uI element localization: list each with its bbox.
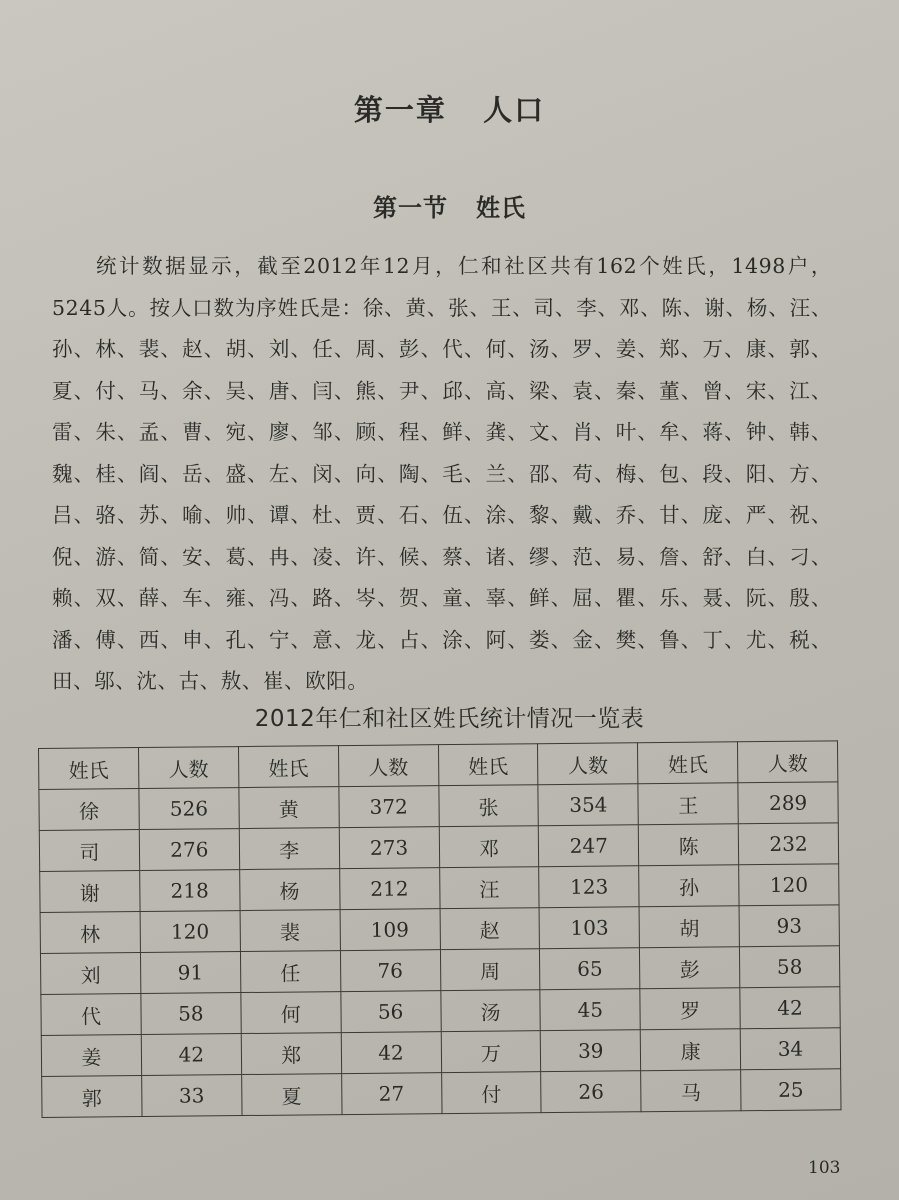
surname-cell: 康 <box>640 1029 740 1071</box>
header-surname: 姓氏 <box>438 744 538 786</box>
count-cell: 34 <box>740 1028 840 1070</box>
surname-cell: 罗 <box>640 988 740 1030</box>
surname-cell: 万 <box>441 1031 541 1073</box>
count-cell: 273 <box>339 827 439 869</box>
count-cell: 42 <box>141 1034 241 1076</box>
count-cell: 39 <box>541 1030 641 1072</box>
surname-cell: 王 <box>638 783 738 825</box>
count-cell: 232 <box>738 823 838 865</box>
count-cell: 42 <box>341 1032 441 1074</box>
surname-cell: 付 <box>441 1072 541 1114</box>
surname-cell: 汤 <box>440 990 540 1032</box>
surname-cell: 彭 <box>640 947 740 989</box>
surname-cell: 郑 <box>241 1033 341 1075</box>
surname-cell: 邓 <box>439 826 539 868</box>
surname-cell: 杨 <box>239 869 339 911</box>
page-number: 103 <box>808 1158 841 1178</box>
surname-cell: 胡 <box>639 906 739 948</box>
count-cell: 26 <box>541 1071 641 1113</box>
count-cell: 354 <box>538 784 638 826</box>
count-cell: 56 <box>340 991 440 1033</box>
header-count: 人数 <box>138 747 238 789</box>
count-cell: 526 <box>139 788 239 830</box>
chapter-title: 第一章 人口 <box>353 93 546 127</box>
table-row <box>42 1069 841 1118</box>
count-cell: 120 <box>739 864 839 906</box>
section-title: 第一节 姓氏 <box>372 193 527 222</box>
count-cell: 212 <box>339 868 439 910</box>
surname-cell: 黄 <box>239 787 339 829</box>
header-count: 人数 <box>538 743 638 785</box>
surname-cell: 马 <box>641 1070 741 1112</box>
header-surname: 姓氏 <box>39 748 139 790</box>
surname-cell: 何 <box>241 992 341 1034</box>
count-cell: 65 <box>540 948 640 990</box>
count-cell: 218 <box>140 870 240 912</box>
count-cell: 58 <box>740 946 840 988</box>
count-cell: 76 <box>340 950 440 992</box>
surname-cell: 孙 <box>639 865 739 907</box>
surname-cell: 周 <box>440 949 540 991</box>
surname-cell: 夏 <box>241 1074 341 1116</box>
surname-cell: 任 <box>240 951 340 993</box>
count-cell: 247 <box>539 825 639 867</box>
surname-cell: 陈 <box>639 824 739 866</box>
header-surname: 姓氏 <box>638 742 738 784</box>
surname-cell: 司 <box>39 830 139 872</box>
table-body <box>39 782 841 1118</box>
surname-cell: 刘 <box>40 953 140 995</box>
count-cell: 289 <box>738 782 838 824</box>
surname-stats-table <box>38 740 842 1118</box>
surname-cell: 谢 <box>40 871 140 913</box>
surname-cell: 姜 <box>41 1035 141 1077</box>
count-cell: 91 <box>140 952 240 994</box>
count-cell: 25 <box>741 1069 841 1111</box>
table-title: 2012年仁和社区姓氏统计情况一览表 <box>254 706 645 732</box>
count-cell: 42 <box>740 987 840 1029</box>
header-count: 人数 <box>338 745 438 787</box>
surname-cell: 裴 <box>240 910 340 952</box>
count-cell: 109 <box>340 909 440 951</box>
count-cell: 33 <box>142 1075 242 1117</box>
surname-paragraph: 统计数据显示，截至2012年12月，仁和社区共有162个姓氏，1498户，5245人。按人口数为序姓氏是：徐、黄、张、王、司、李、邓、陈、谢、杨、汪、孙、林、裴、赵、胡、刘、任、周、彭、代、何、汤、罗、姜、郑、万、康、郭、夏、付、马、余、吴、唐、闫、熊、尹、邱、高、梁、袁、秦、董、曾、宋、江、雷、朱、孟、曹、宛、廖、邹、顾、程、鲜、龚、文、肖、叶、牟、蒋、钟、韩、魏、桂、阎、岳、盛、左、闵、向、陶、毛、兰、邵、苟、梅、包、段、阳、方、吕、骆、苏、喻、帅、谭、杜、贾、石、伍、涂、黎、戴、乔、甘、庞、严、祝、倪、游、简、安、葛、冉、凌、许、候、蔡、诸、缪、范、易、詹、舒、白、刁、赖、双、薛、车、雍、冯、路、岑、贺、童、辜、鲜、屈、瞿、乐、聂、阮、殷、潘、傅、西、申、孔、宁、意、龙、占、涂、阿、娄、金、樊、鲁、丁、尤、税、田、邬、沈、古、敖、崔、欧阳。 <box>52 254 832 693</box>
count-cell: 120 <box>140 911 240 953</box>
count-cell: 27 <box>341 1073 441 1115</box>
count-cell: 103 <box>539 907 639 949</box>
surname-cell: 代 <box>41 994 141 1036</box>
count-cell: 93 <box>739 905 839 947</box>
surname-cell: 徐 <box>39 789 139 831</box>
count-cell: 58 <box>141 993 241 1035</box>
surname-cell: 张 <box>438 785 538 827</box>
surname-cell: 李 <box>239 828 339 870</box>
count-cell: 276 <box>139 829 239 871</box>
surname-cell: 郭 <box>42 1076 142 1118</box>
header-surname: 姓氏 <box>238 746 338 788</box>
count-cell: 123 <box>539 866 639 908</box>
surname-cell: 汪 <box>439 867 539 909</box>
count-cell: 372 <box>339 786 439 828</box>
surname-cell: 赵 <box>440 908 540 950</box>
surname-cell: 林 <box>40 912 140 954</box>
count-cell: 45 <box>540 989 640 1031</box>
header-count: 人数 <box>738 741 838 783</box>
